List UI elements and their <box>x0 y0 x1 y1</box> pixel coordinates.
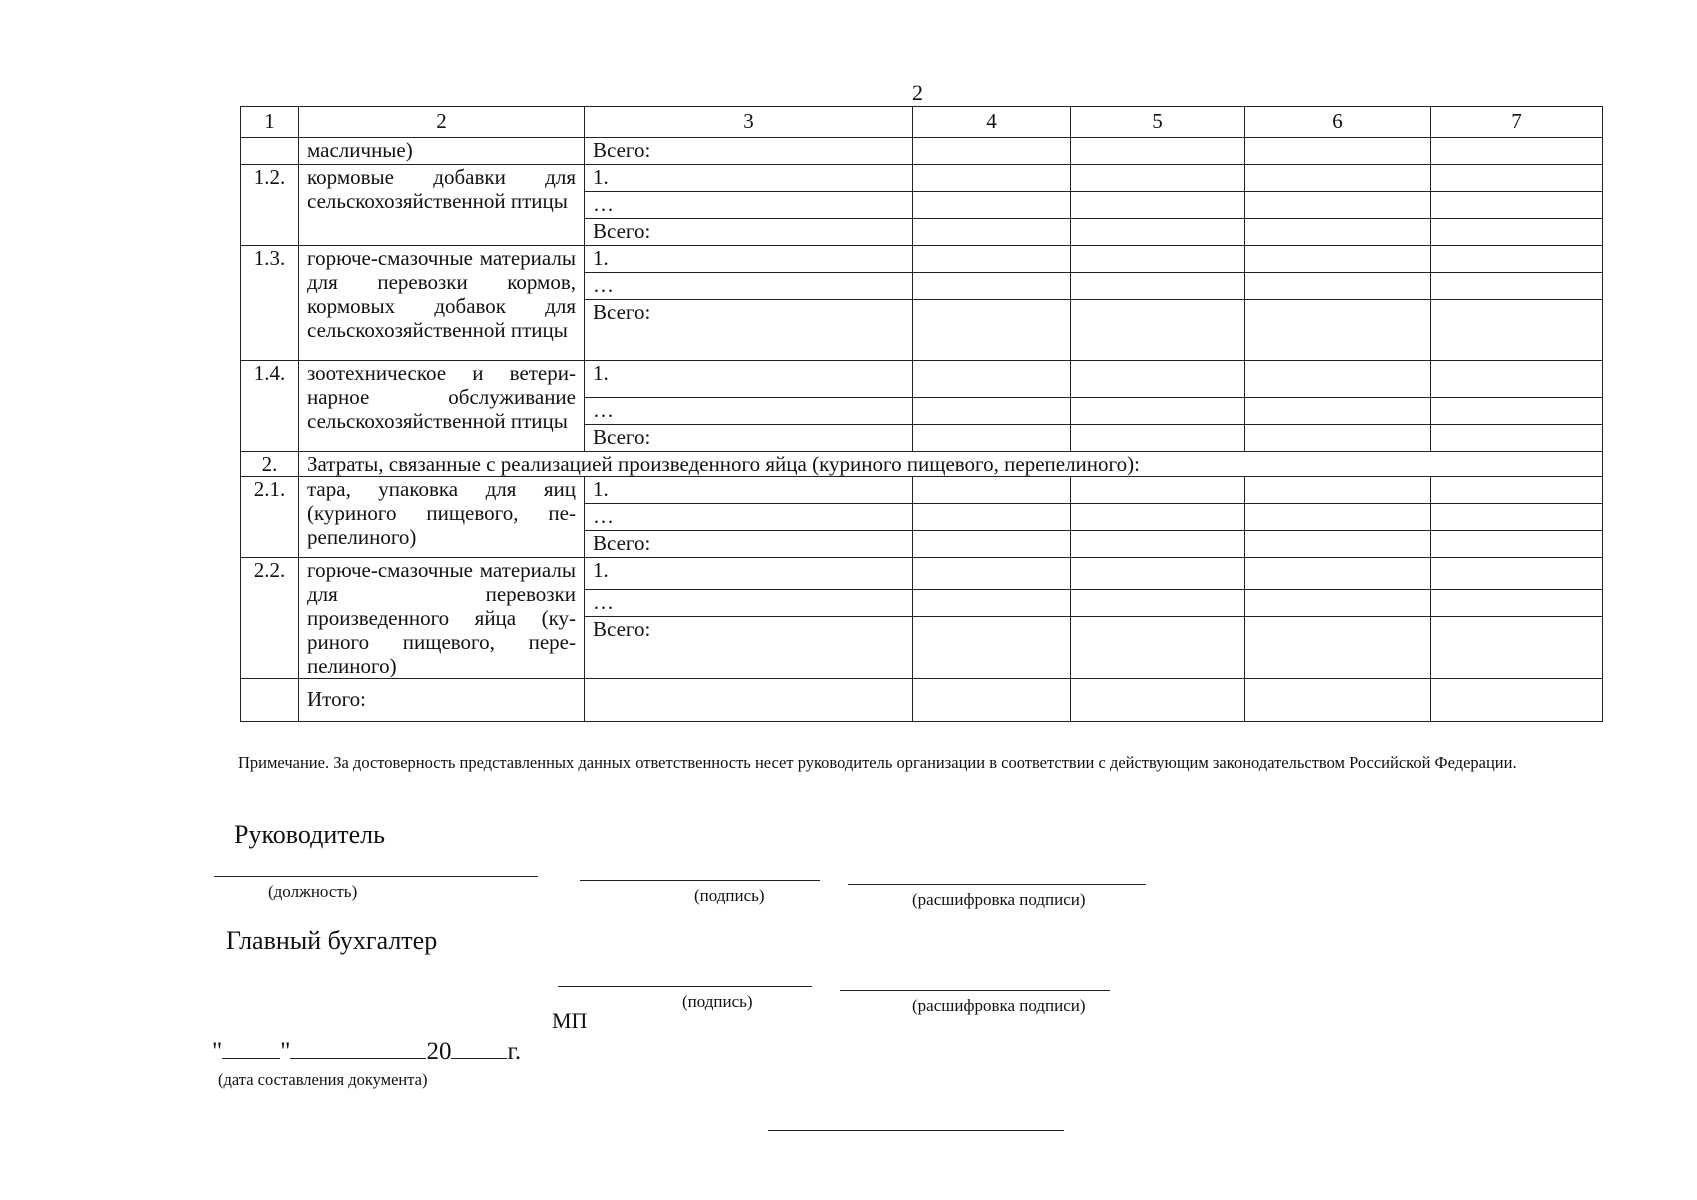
value-cell[interactable] <box>1071 219 1245 246</box>
value-cell[interactable] <box>1245 398 1431 425</box>
total-cell: Всего: <box>585 425 913 452</box>
value-cell[interactable] <box>1431 300 1603 361</box>
value-cell[interactable] <box>913 531 1071 558</box>
value-cell[interactable] <box>913 192 1071 219</box>
value-cell[interactable] <box>1431 192 1603 219</box>
value-cell[interactable] <box>1431 504 1603 531</box>
item-cell: 1. <box>585 558 913 590</box>
value-cell[interactable] <box>1431 425 1603 452</box>
value-cell[interactable] <box>913 219 1071 246</box>
accountant-decoding-caption: (расшифровка подписи) <box>912 996 1086 1015</box>
total-cell: Всего: <box>585 300 913 361</box>
value-cell[interactable] <box>1431 531 1603 558</box>
value-cell[interactable] <box>1431 616 1603 678</box>
value-cell[interactable] <box>1431 138 1603 165</box>
head-position-line[interactable] <box>214 876 538 877</box>
date-century: 20 <box>426 1038 452 1065</box>
total-cell: Всего: <box>585 616 913 678</box>
head-decoding-line[interactable] <box>848 884 1146 885</box>
value-cell[interactable] <box>913 398 1071 425</box>
value-cell[interactable] <box>1071 477 1245 504</box>
value-cell[interactable] <box>1245 246 1431 273</box>
grand-total-row <box>241 679 1603 722</box>
table-row <box>241 138 1603 165</box>
accountant-signature-caption: (подпись) <box>682 992 753 1011</box>
value-cell[interactable] <box>1245 616 1431 678</box>
value-cell[interactable] <box>913 558 1071 590</box>
value-cell[interactable] <box>1431 361 1603 398</box>
value-cell[interactable] <box>1071 300 1245 361</box>
value-cell[interactable] <box>913 361 1071 398</box>
value-cell[interactable] <box>1071 616 1245 678</box>
value-cell[interactable] <box>1431 165 1603 192</box>
value-cell[interactable] <box>1071 425 1245 452</box>
ellipsis-cell: … <box>585 589 913 616</box>
row-name-cell: кормовые добавки для сельскохозяйственной птицы <box>299 165 585 246</box>
value-cell[interactable] <box>1245 589 1431 616</box>
column-header: 3 <box>585 107 913 138</box>
page-number: 2 <box>912 80 923 105</box>
value-cell[interactable] <box>1245 300 1431 361</box>
value-cell[interactable] <box>1071 165 1245 192</box>
row-number-cell: 2.2. <box>241 558 299 679</box>
value-cell[interactable] <box>1245 679 1431 722</box>
value-cell[interactable] <box>1071 558 1245 590</box>
ellipsis-cell: … <box>585 192 913 219</box>
table-row <box>241 558 1603 590</box>
value-cell[interactable] <box>585 679 913 722</box>
head-title: Руководитель <box>234 820 385 849</box>
row-number-cell: 2. <box>241 452 299 477</box>
value-cell[interactable] <box>1245 192 1431 219</box>
value-cell[interactable] <box>913 165 1071 192</box>
accountant-decoding-line[interactable] <box>840 990 1110 991</box>
value-cell[interactable] <box>1071 589 1245 616</box>
stamp-label: МП <box>552 1008 588 1033</box>
document-date <box>212 1036 521 1066</box>
value-cell[interactable] <box>1071 531 1245 558</box>
value-cell[interactable] <box>1071 246 1245 273</box>
grand-total-label: Итого: <box>299 679 585 722</box>
footnote: Примечание. За достоверность представленных данных ответственность несет руководитель организации в соответствии с действующим законодательством Российской Федерации. <box>238 753 1517 772</box>
value-cell[interactable] <box>1245 165 1431 192</box>
row-number-cell: 2.1. <box>241 477 299 558</box>
value-cell[interactable] <box>1431 398 1603 425</box>
date-year-suffix: г. <box>507 1038 522 1065</box>
value-cell[interactable] <box>913 246 1071 273</box>
row-number-cell <box>241 679 299 722</box>
table-row <box>241 361 1603 398</box>
row-name-cell: горюче-смазочные материалы для перевозки кормов, кормовых добавок для сельскохозяйственной птицы <box>299 246 585 361</box>
table-row <box>241 477 1603 504</box>
table-row <box>241 246 1603 273</box>
value-cell[interactable] <box>913 300 1071 361</box>
item-cell: 1. <box>585 246 913 273</box>
row-name-cell: горюче-смазочные материалы для перевозки произведенного яйца (куриного пищевого, перепелиного) <box>299 558 585 679</box>
day-field[interactable] <box>222 1036 280 1059</box>
value-cell[interactable] <box>1245 558 1431 590</box>
ellipsis-cell: … <box>585 398 913 425</box>
expenses-table <box>240 106 1603 722</box>
value-cell[interactable] <box>1245 273 1431 300</box>
item-cell: 1. <box>585 165 913 192</box>
column-header: 5 <box>1071 107 1245 138</box>
value-cell[interactable] <box>913 477 1071 504</box>
date-quote-close: " <box>280 1038 291 1065</box>
value-cell[interactable] <box>1431 589 1603 616</box>
total-cell: Всего: <box>585 219 913 246</box>
section-title-cell: Затраты, связанные с реализацией произведенного яйца (куриного пищевого, перепелиного): <box>299 452 1603 477</box>
value-cell[interactable] <box>1245 477 1431 504</box>
date-caption: (дата составления документа) <box>218 1070 428 1089</box>
row-number-cell: 1.4. <box>241 361 299 452</box>
value-cell[interactable] <box>913 616 1071 678</box>
total-cell: Всего: <box>585 531 913 558</box>
ellipsis-cell: … <box>585 504 913 531</box>
value-cell[interactable] <box>1431 679 1603 722</box>
bottom-line <box>768 1130 1064 1131</box>
value-cell[interactable] <box>1245 531 1431 558</box>
column-header: 4 <box>913 107 1071 138</box>
value-cell[interactable] <box>913 504 1071 531</box>
accountant-title: Главный бухгалтер <box>226 926 438 955</box>
row-number-cell <box>241 138 299 165</box>
value-cell[interactable] <box>1071 273 1245 300</box>
row-name-cell: зоотехническое и ветеринарное обслуживание сельскохозяйственной птицы <box>299 361 585 452</box>
section-row <box>241 452 1603 477</box>
value-cell[interactable] <box>1071 192 1245 219</box>
value-cell[interactable] <box>1431 477 1603 504</box>
item-cell: 1. <box>585 477 913 504</box>
column-header: 1 <box>241 107 299 138</box>
value-cell[interactable] <box>1431 219 1603 246</box>
value-cell[interactable] <box>1245 425 1431 452</box>
head-signature-line[interactable] <box>580 880 820 881</box>
value-cell[interactable] <box>913 425 1071 452</box>
date-quote-open: " <box>212 1038 223 1065</box>
item-cell: 1. <box>585 361 913 398</box>
accountant-signature-line[interactable] <box>558 986 812 987</box>
column-header: 2 <box>299 107 585 138</box>
table-row <box>241 165 1603 192</box>
column-header: 6 <box>1245 107 1431 138</box>
ellipsis-cell: … <box>585 273 913 300</box>
value-cell[interactable] <box>1245 138 1431 165</box>
value-cell[interactable] <box>1071 398 1245 425</box>
value-cell[interactable] <box>913 589 1071 616</box>
value-cell[interactable] <box>1245 361 1431 398</box>
value-cell[interactable] <box>1071 361 1245 398</box>
row-name-cell: масличные) <box>299 138 585 165</box>
month-field[interactable] <box>290 1036 426 1059</box>
value-cell[interactable] <box>1071 504 1245 531</box>
row-number-cell: 1.2. <box>241 165 299 246</box>
value-cell[interactable] <box>1431 273 1603 300</box>
value-cell[interactable] <box>913 138 1071 165</box>
value-cell[interactable] <box>913 273 1071 300</box>
value-cell[interactable] <box>913 679 1071 722</box>
table-header-row <box>241 107 1603 138</box>
head-decoding-caption: (расшифровка подписи) <box>912 890 1086 909</box>
row-name-cell: тара, упаковка для яиц (куриного пищевого, перепелиного) <box>299 477 585 558</box>
row-number-cell: 1.3. <box>241 246 299 361</box>
value-cell[interactable] <box>1071 138 1245 165</box>
total-cell: Всего: <box>585 138 913 165</box>
head-position-caption: (должность) <box>268 882 358 901</box>
column-header: 7 <box>1431 107 1603 138</box>
year-field[interactable] <box>451 1036 507 1059</box>
value-cell[interactable] <box>1431 558 1603 590</box>
value-cell[interactable] <box>1431 246 1603 273</box>
value-cell[interactable] <box>1245 504 1431 531</box>
value-cell[interactable] <box>1071 679 1245 722</box>
value-cell[interactable] <box>1245 219 1431 246</box>
head-signature-caption: (подпись) <box>694 886 765 905</box>
